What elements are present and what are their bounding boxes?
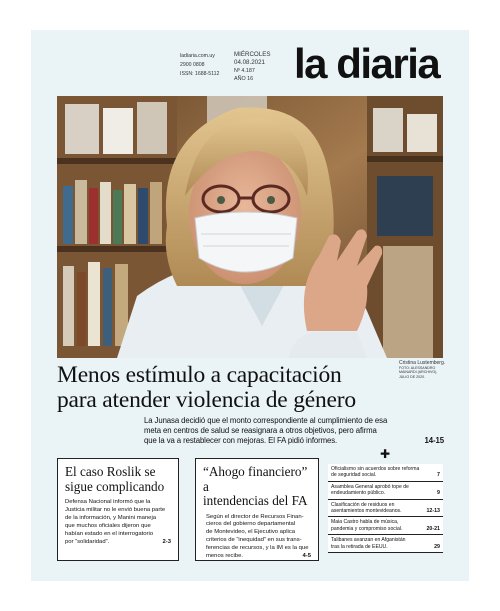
page-reference: 12-13 [426,508,440,515]
body-line: de la información, y Manini maneja [65,514,157,521]
body-line: ferencias de recursos, y la IM es la que [206,545,309,552]
story-body [58,494,178,546]
page-reference: 4-5 [302,553,311,560]
story-box-roslik[interactable] [57,458,179,561]
index-item[interactable] [328,517,443,535]
index-text: Maia Castro habla de música, pandemia y compromiso social. [331,519,403,532]
lede-line [144,436,444,446]
newspaper-front-page [31,30,469,581]
site-url[interactable]: ladiaria.com.uy [180,53,215,59]
story-body [196,509,318,561]
index-item[interactable] [328,535,443,553]
index-text: Talibanes avanzan en Afganistán tras la retirada de EEUU. [331,537,406,550]
page-reference: 20-21 [426,525,440,532]
main-headline[interactable] [57,363,397,413]
story-box-ahogo[interactable] [195,458,319,561]
main-lede [144,416,444,447]
weekday: MIÉRCOLES [234,51,271,58]
body-line: criterios de “inequidad” en sus trans- [206,537,302,544]
body-line [65,539,171,547]
phone-number: 2900 0808 [180,62,205,68]
body-line: cieros del gobierno departamental [206,521,296,528]
plus-icon: ✚ [380,447,391,461]
index-item[interactable] [328,500,443,518]
index-text: Asamblea General aprobó tope de endeudamiento público. [331,483,409,497]
page-reference: 7 [437,472,440,479]
body-line: Defensa Nacional informó que la [65,499,151,505]
headline-line: Menos estímulo a capacitación [57,362,342,388]
headline-line: para atender violencia de género [57,387,356,413]
title-line: El caso Roslik se [65,464,156,479]
title-line: “Ahogo financiero” a [203,464,308,494]
caption-credit: JULIO DE 2020. [399,374,426,379]
story-title [58,459,178,494]
body-line: Justicia militar no le envió buena parte [65,506,166,513]
page-reference: 14-15 [424,436,444,446]
body-line: que muchos oficiales dijeron que [65,522,151,529]
caption-credit: FOTO: ALESSANDRO [399,366,436,370]
main-photo [57,96,443,358]
title-line: sigue complicando [65,478,165,494]
issn: ISSN: 1688-5112 [180,71,220,77]
caption-credit: MAINARDI (ARCHIVO), [399,370,438,375]
body-line: de Montevideo, el Ejecutivo aplica [206,529,296,536]
year: AÑO 16 [234,76,254,82]
photo-caption [399,360,445,379]
la-diaria-logo: la diaria [294,40,440,87]
page-reference: 29 [434,543,440,550]
index-text: Clasificación de residuos en asentamientos montevideanos. [331,501,402,515]
masthead-date [234,51,270,83]
index-item[interactable] [328,482,443,500]
body-line: Según el director de Recursos Finan- [206,513,304,520]
page-reference: 2-3 [162,538,171,545]
page-reference: 9 [437,490,440,497]
index-item[interactable] [328,464,443,482]
lede-line: La Junasa decidió que el monto correspondiente al cumplimiento de esa [144,416,388,425]
body-line: habían estado en el interrogatorio [65,530,154,537]
body-text: menos recibe. [206,553,243,560]
index-text: Oficialismo sin acuerdos sobre reforma de seguridad social. [331,466,420,479]
story-title [196,459,318,509]
caption-name: Cristina Lustemberg. [399,360,446,366]
index-list [328,464,443,553]
issue-number: Nº 4.187 [234,68,255,74]
date: 04.08.2021 [234,59,265,66]
title-line: intendencias del FA [203,493,308,508]
lede-line: meta en centros de salud se reasignara a otros objetivos, pero afirma [144,426,377,436]
body-line [206,553,311,561]
masthead-contact [180,52,219,79]
lede-text: que la va a restablecer con mejoras. El FA pidió informes. [144,436,338,446]
body-text: por “solidaridad”. [65,538,110,545]
